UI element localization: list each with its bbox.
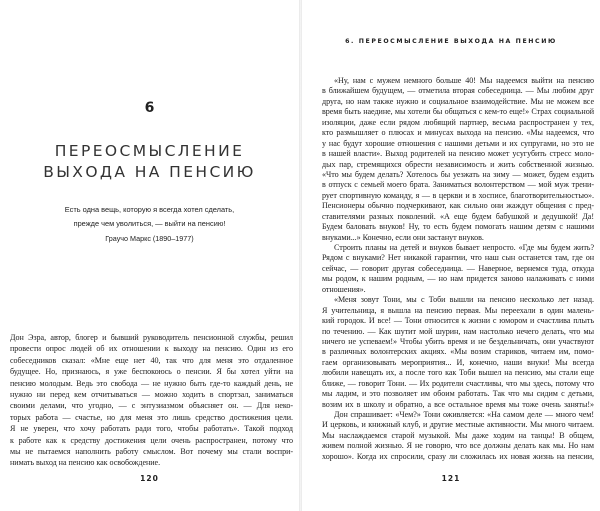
- text-line: сейчас, — говорит другая собеседница. — Наверное, вернемся туда, откуда: [322, 263, 594, 273]
- epigraph-line: прежде чем уволиться, — выйти на пенсию!: [73, 219, 226, 228]
- text-line: любили навещать их, а после того как Тоби вышел на пенсию, мы стали еще: [322, 368, 594, 378]
- text-line: в нашей власти». Выход родителей на пенсию может усугубить стресс моло-: [322, 149, 594, 159]
- text-line: пенсию молодым. Ведь это свобода — не нужно быть где-то каждый день, не: [10, 378, 293, 388]
- text-line: своими делами, что угодно, — с энтузиазмом объясняет он. — Для неко-: [10, 401, 293, 411]
- text-line: торых работа — счастье, но для меня это лишь средство достижения цели.: [10, 412, 293, 422]
- text-line: Будем баловать внуков! Ну, то есть будем помогать нашим детям с нашими: [322, 222, 594, 232]
- text-line: мы не пытаемся наполнить работу смыслом. Вот почему мы стали воспри-: [10, 446, 293, 456]
- text-line: в ближайшем будущем, — отметила вторая собеседница. — Мы любим друг: [322, 86, 594, 96]
- text-line: Я учительница, я вышла на пенсию первая. Мы переехали в один малень-: [322, 305, 594, 315]
- text-line: Пенсионеры обычно подчеркивают, как сильно они жаждут общения с пред-: [322, 201, 594, 211]
- left-body-text: [10, 332, 293, 469]
- text-line: «Что мы будем делать? Хотелось бы уезжать на зиму — может, будем ездить: [322, 169, 594, 179]
- text-line: ставителями разных поколений. «А еще будем бабушкой и дедушкой! Да!: [322, 211, 594, 221]
- epigraph-line: Есть одна вещь, которую я всегда хотел сделать,: [64, 205, 235, 214]
- text-line: отношения».: [322, 284, 366, 294]
- text-line: время быть наедине, мы хотели бы общаться с кем-то еще!» Страх социальной: [322, 107, 594, 117]
- text-line: дых пар, стремящихся обрести независимость и жить собственной жизнью.: [322, 159, 594, 169]
- chapter-title-line: ВЫХОДА НА ПЕНСИЮ: [43, 163, 256, 181]
- text-line: кто размышляет о плюсах и минусах выхода на пенсию. «Мы надеемся, что: [322, 128, 594, 138]
- page-number-left: 120: [140, 474, 159, 483]
- text-line: друга, но нам также нужно и социальное взаимодействие. Мы не можем все: [322, 96, 594, 106]
- text-line: возим их в школу и обратно, а все остальное время мы тоже очень заняты!»: [322, 399, 594, 409]
- text-line: «Меня зовут Тони, мы с Тоби вышли на пенсию несколько лет назад.: [334, 295, 594, 305]
- text-line: Мы наслаждаемся старой музыкой. Мы даже ходим на танцы! В общем,: [322, 430, 594, 440]
- text-line: рует спортивную команду, я — в церкви и в хосписе, благотворительностью».: [322, 190, 594, 200]
- text-line: Я не уверен, что хочу работать ради того, чтобы работать». Такой подход: [10, 424, 293, 434]
- text-line: внуками...» Конечно, если они застанут внуков.: [322, 232, 484, 242]
- text-line: «Ну, нам с мужем немного больше 40! Мы надеемся выйти на пенсию: [334, 76, 594, 85]
- text-line: нужно ни перед кем отчитываться — можно ходить в спортзал, заниматься: [10, 389, 293, 399]
- text-line: Дон Эзра, автор, блогер и бывший руководитель пенсионной службы, решил: [10, 333, 293, 342]
- text-line: изоляции, даже если рядом любящий партнер, весьма распространен у тех,: [322, 117, 594, 127]
- right-body-text: [322, 76, 594, 462]
- epigraph-attribution: Граучо Маркс (1890–1977): [105, 234, 194, 243]
- text-line: будущее. Но, признаюсь, я уже беспокоюсь о пенсии. Я бы хотел уйти на: [10, 367, 293, 377]
- page-number-right: 121: [441, 474, 461, 483]
- text-line: живем полной жизнью. Я не говорю, что все должны делать как мы. Но нам: [322, 441, 594, 451]
- running-head: 6. ПЕРЕОСМЫСЛЕНИЕ ВЫХОДА НА ПЕНСИЮ: [345, 38, 557, 45]
- text-line: в отпуск с семьей моего брата. Заниматься волонтерством — мой муж трени-: [322, 180, 594, 190]
- text-line: кий городок. И все! — Тони относится к жизни с юмором и счастлива плыть: [322, 316, 594, 326]
- text-line: собеседников сказал: «Мне еще нет 40, так что для меня это отдаленное: [10, 355, 293, 365]
- text-line: гаем организовывать мероприятия... И, конечно, наши внуки! Мы всегда: [322, 357, 594, 367]
- text-line: хорошо». Когда их спросили, сразу ли сложилась их новая жизнь на пенсии,: [322, 451, 594, 461]
- chapter-title-line: ПЕРЕОСМЫСЛЕНИЕ: [54, 142, 245, 160]
- text-line: ничего не успеваем!» Чтобы убить время и не бездельничать, они участвуют: [322, 336, 594, 346]
- text-line: у нас будут хорошие отношения с нашими детьми и их супругами, но это не: [322, 138, 594, 148]
- right-page: [302, 0, 600, 511]
- text-line: нимать выход на пенсию как освобождение.: [10, 458, 161, 468]
- chapter-title: [0, 141, 299, 183]
- text-line: в различных волонтерских акциях. «Мы возим стариков, читаем им, помо-: [322, 347, 594, 357]
- text-line: провести опрос людей об их отношении к выходу на пенсию. Один из его: [10, 344, 293, 354]
- chapter-number: 6: [144, 100, 155, 116]
- text-line: мы ладим, и это позволяет им обоим работать. Так что мы сидим с детьми,: [322, 389, 594, 399]
- text-line: к работе как к средству достижения цели очень распространен, потому что: [10, 435, 293, 445]
- text-line: мы родом, к нашим родным, — но нам придется заново налаживать с ними: [322, 274, 594, 284]
- text-line: Строить планы на детей и внуков бывает непросто. «Где мы будем жить?: [334, 243, 594, 252]
- left-page: [0, 0, 299, 511]
- text-line: Дон спрашивает: «Чем?» Тони оживляется: «На самом деле — много чем!: [334, 410, 594, 419]
- text-line: по течению. — Как шутит мой шурин, нам настолько нечего делать, что мы: [322, 326, 594, 336]
- text-line: Рядом с внуками? Нет никакой гарантии, что наш сын останется там, где он: [322, 253, 594, 263]
- text-line: И церковь, и книжный клуб, и другие местные активности. Мы много читаем.: [322, 420, 594, 430]
- epigraph: [0, 203, 299, 231]
- text-line: ближе, — говорит Тони. — Их родители счастливы, что мы здесь, потому что: [322, 378, 594, 388]
